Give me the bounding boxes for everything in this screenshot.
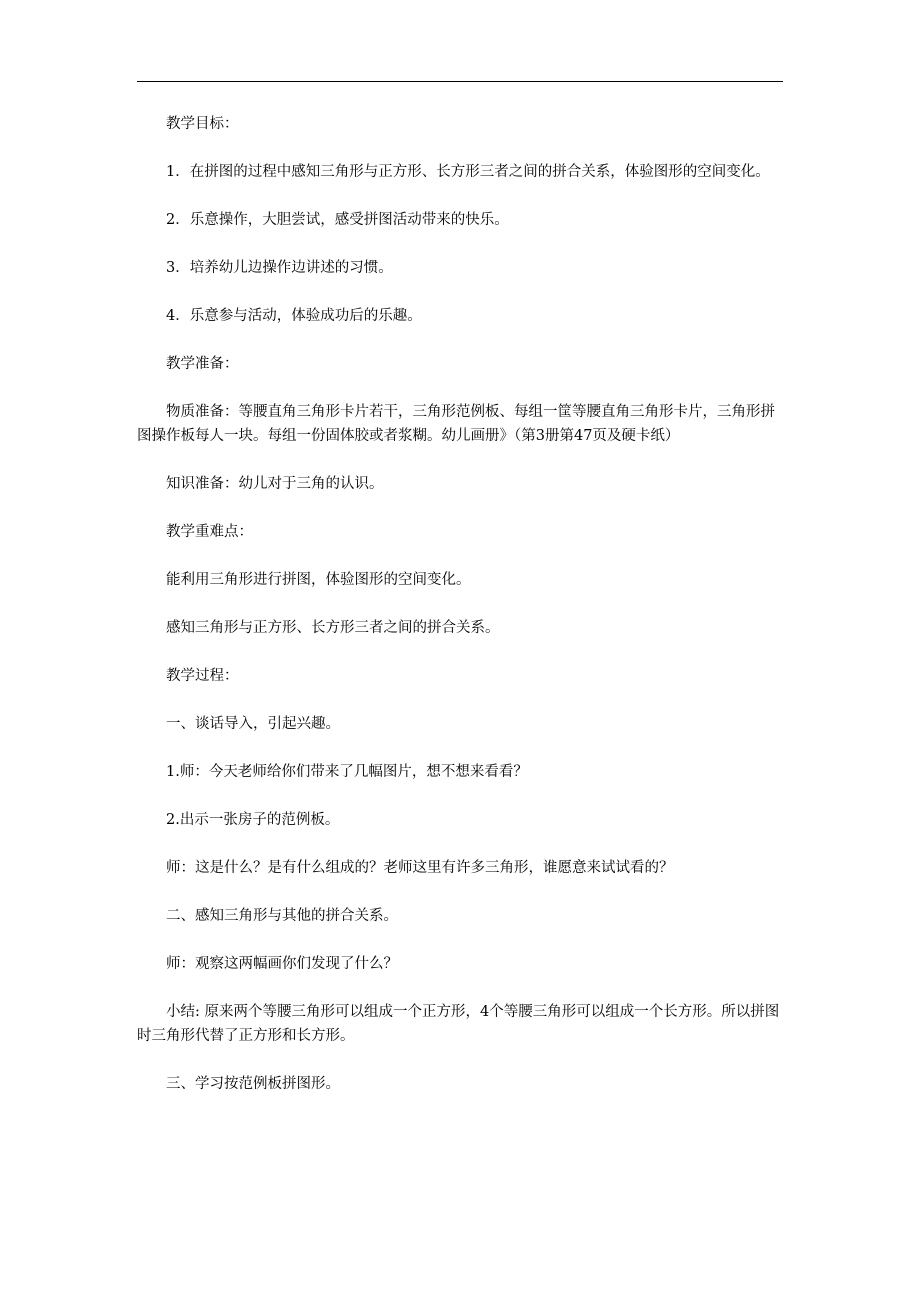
teacher-question: 师：这是什么？是有什么组成的？老师这里有许多三角形，谁愿意来试试看的？: [166, 860, 674, 876]
heading-teaching-goals: 教学目标：: [166, 116, 239, 132]
summary-paragraph: 小结: 原来两个等腰三角形可以组成一个正方形，4个等腰三角形可以组成一个长方形。所以拼图时三角形代替了正方形和长方形。: [137, 1004, 780, 1044]
goal-item-3: 3．培养幼儿边操作边讲述的习惯。: [166, 260, 393, 276]
goal-item-4: 4．乐意参与活动，体验成功后的乐趣。: [166, 308, 422, 324]
process-step-1: 1.师：今天老师给你们带来了几幅图片，想不想来看看？: [166, 764, 528, 780]
heading-teaching-preparation: 教学准备：: [166, 356, 239, 372]
teacher-observe-question: 师：观察这两幅画你们发现了什么？: [166, 956, 398, 972]
document-body: [137, 112, 787, 1120]
key-point-1: 能利用三角形进行拼图，体验图形的空间变化。: [166, 572, 471, 588]
heading-teaching-process: 教学过程：: [166, 668, 239, 684]
process-step-2: 2.出示一张房子的范例板。: [166, 812, 340, 828]
key-point-2: 感知三角形与正方形、长方形三者之间的拼合关系。: [166, 620, 500, 636]
process-section-1: 一、谈话导入，引起兴趣。: [166, 716, 340, 732]
process-section-2: 二、感知三角形与其他的拼合关系。: [166, 908, 398, 924]
goal-item-2: 2．乐意操作，大胆尝试，感受拼图活动带来的快乐。: [166, 212, 509, 228]
goal-item-1: 1．在拼图的过程中感知三角形与正方形、长方形三者之间的拼合关系，体验图形的空间变化。: [166, 164, 770, 180]
heading-key-difficulties: 教学重难点：: [166, 524, 253, 540]
process-section-3: 三、学习按范例板拼图形。: [166, 1076, 340, 1092]
material-preparation: 物质准备：等腰直角三角形卡片若干，三角形范例板、每组一筐等腰直角三角形卡片，三角形拼图操作板每人一块。每组一份固体胶或者浆糊。幼儿画册》（第3册第47页及硬卡纸）: [137, 404, 775, 444]
knowledge-preparation: 知识准备：幼儿对于三角的认识。: [166, 476, 384, 492]
header-rule: [137, 81, 783, 82]
